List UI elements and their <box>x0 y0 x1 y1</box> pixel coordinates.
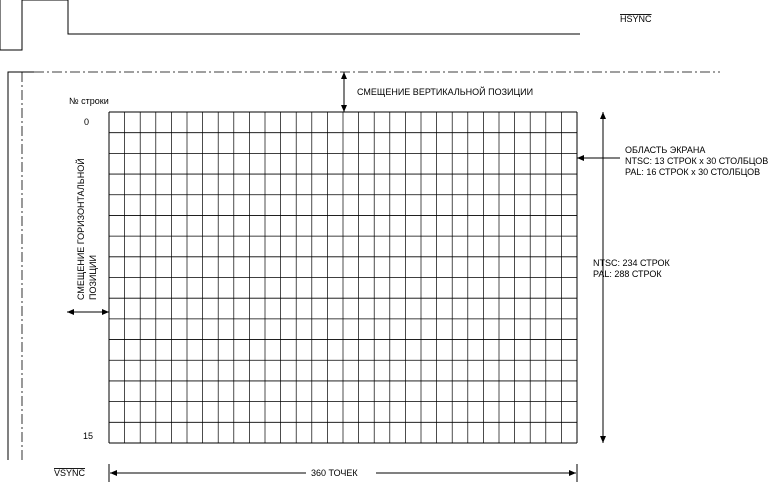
screen-area-ntsc: NTSC: 13 СТРОК x 30 СТОЛБЦОВ <box>625 156 769 166</box>
vsync-label: VSYNC <box>54 468 86 478</box>
lines-ntsc-label: NTSC: 234 СТРОК <box>593 258 670 268</box>
character-grid <box>109 112 577 443</box>
screen-area-pal: PAL: 16 СТРОК x 30 СТОЛБЦОВ <box>625 167 761 177</box>
hsync-waveform <box>0 0 580 50</box>
width-points-label: 360 ТОЧЕК <box>311 468 358 478</box>
horizontal-offset-label-line2: ПОЗИЦИИ <box>88 255 98 300</box>
first-row-number: 0 <box>84 117 90 127</box>
vertical-offset-label: СМЕЩЕНИЕ ВЕРТИКАЛЬНОЙ ПОЗИЦИИ <box>357 87 534 97</box>
vsync-waveform <box>8 72 34 460</box>
lines-pal-label: PAL: 288 СТРОК <box>593 269 662 279</box>
hsync-label: HSYNC <box>620 14 652 24</box>
screen-area-title: ОБЛАСТЬ ЭКРАНА <box>625 145 706 155</box>
last-row-number: 15 <box>83 431 94 441</box>
horizontal-offset-label-line1: СМЕЩЕНИЕ ГОРИЗОНТАЛЬНОЙ <box>76 158 86 300</box>
row-number-header: № строки <box>69 96 109 106</box>
